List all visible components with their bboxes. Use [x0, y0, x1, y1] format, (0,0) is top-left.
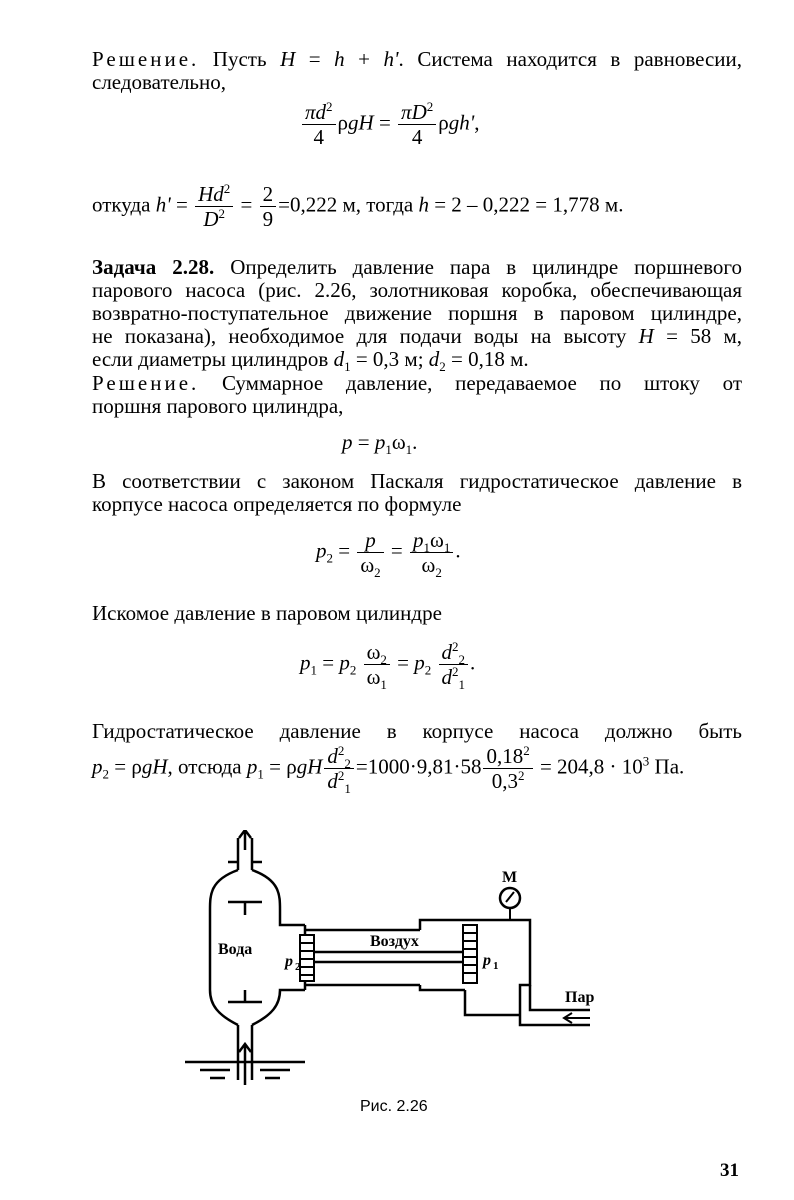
solution-1: Решение. Пусть H = h + h'. Система находится в равновесии, следовательно,	[92, 47, 742, 94]
equation-3: $p = p_1\omega_1$.	[342, 430, 418, 458]
hydrostatic-paragraph: Гидростатическое давление в корпусе насоса должно быть	[92, 719, 742, 743]
task-2-28: Задача 2.28. Определить давление пара в цилиндре поршневого парового насоса (рис. 2.26, золотниковая коробка, обеспечивающая возвратно-поступательное движение поршня в паровом цилиндре, не показана), необходимое для подачи воды на высоту H = 58 м, если диаметры цилиндров $d_1 = 0,3$ м; $d_2 = 0,18$ м.	[92, 255, 742, 375]
label-p2: p	[285, 953, 293, 970]
figure-2-26	[180, 830, 600, 1090]
label-water: Вода	[218, 941, 253, 958]
sought-pressure-text: Искомое давление в паровом цилиндре	[92, 601, 442, 625]
label-air: Воздух	[370, 933, 419, 950]
equation-4: $p_2$ = $\frac{p}{\omega_2}$ = $\frac{p_1\omega_1}{\omega_2}$ .	[316, 528, 461, 581]
label-steam: Пар	[565, 989, 595, 1006]
solution-2: Решение. Суммарное давление, передаваемое по штоку от поршня парового цилиндра,	[92, 371, 742, 418]
equation-2: откуда h' = $\frac{Hd^2}{D^2}$ = $\frac{2}{9}$ =0,222 м, тогда h = 2 – 0,222 = 1,778 м.	[92, 181, 624, 231]
solution-label: Решение.	[92, 47, 200, 71]
equation-6: $p_2 = \rho gH$, отсюда $p_1 = \rho gH$ $\frac{d^2_2}{d^2_1}$ =1000·9,81·58 $\frac{0,18^2}{0,3^2}$ = $204,8 \cdot 10^3$ Па.	[92, 743, 685, 797]
label-p1: p	[483, 952, 491, 969]
manometer	[500, 888, 520, 920]
svg-text:2: 2	[295, 961, 301, 973]
small-piston	[300, 935, 314, 981]
large-piston	[463, 925, 477, 983]
figure-caption: Рис. 2.26	[360, 1098, 428, 1115]
task-title: Задача 2.28.	[92, 255, 215, 279]
equation-1: $\frac{\pi d^2}{4}$ ρgH = $\frac{\pi D^2}{4}$ ρgh',	[300, 100, 479, 149]
equation-5: $p_1 = p_2$ $\frac{\omega_2}{\omega_1}$ = $p_2$ $\frac{d^2_2}{d^2_1}$ .	[300, 639, 476, 693]
page-number: 31	[720, 1160, 739, 1181]
pascal-paragraph: В соответствии с законом Паскаля гидростатическое давление в корпусе насоса определяется по формуле	[92, 469, 742, 516]
label-manometer: M	[502, 869, 518, 886]
svg-text:1: 1	[493, 960, 499, 972]
